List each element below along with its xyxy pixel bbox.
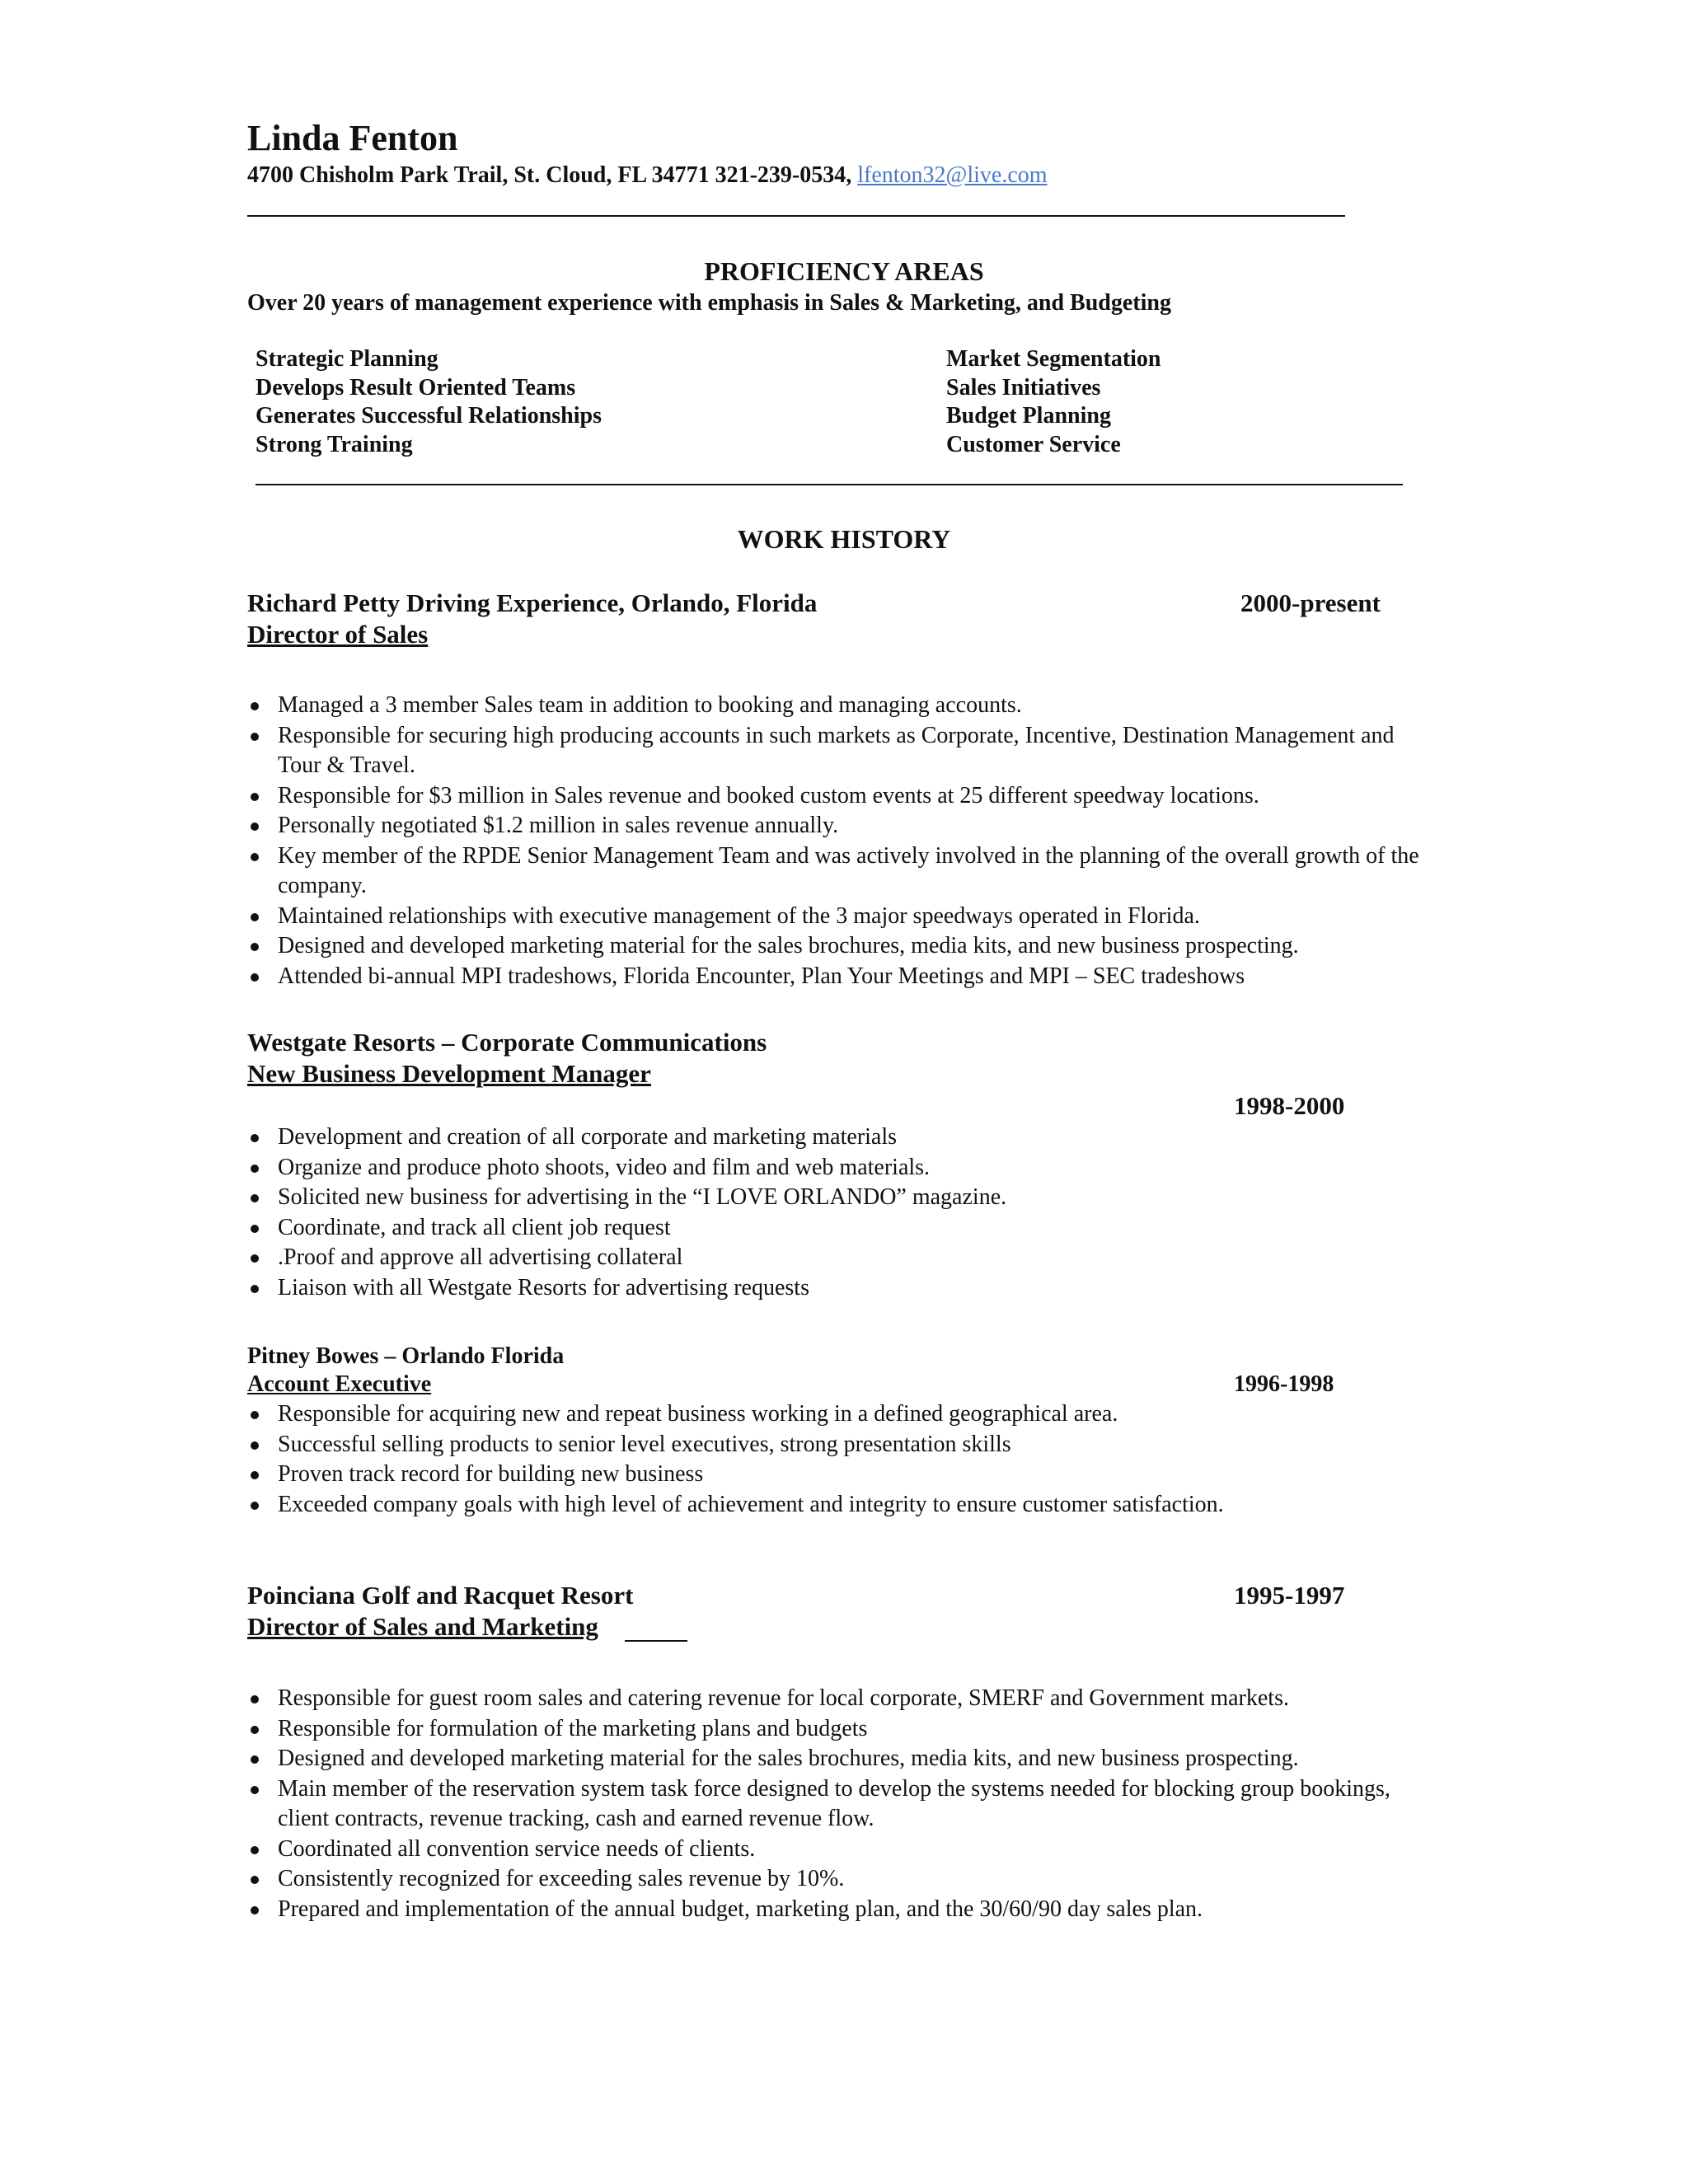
job-bullet-list (247, 1684, 1442, 1924)
proficiency-summary: Over 20 years of management experience with emphasis in Sales & Marketing, and Budgeting (247, 290, 1171, 316)
list-item: Responsible for formulation of the marketing plans and budgets (247, 1714, 1442, 1745)
job-dates: 1998-2000 (1234, 1091, 1345, 1120)
job-dates: 1996-1998 (1234, 1371, 1334, 1397)
job-company: Westgate Resorts – Corporate Communications (247, 1028, 767, 1057)
contact-line (247, 162, 1048, 189)
skills-right-column (946, 345, 1161, 459)
list-item: Maintained relationships with executive management of the 3 major speedways operated in Florida. (247, 902, 1442, 932)
list-item: Managed a 3 member Sales team in addition to booking and managing accounts. (247, 691, 1442, 721)
job-title: Account Executive (247, 1371, 432, 1397)
proficiency-heading: PROFICIENCY AREAS (704, 256, 984, 286)
skill-item: Market Segmentation (946, 346, 1161, 372)
skill-item: Develops Result Oriented Teams (256, 374, 576, 401)
list-item: Coordinate, and track all client job request (247, 1213, 1442, 1244)
skill-item: Generates Successful Relationships (256, 403, 602, 429)
list-item: Proven track record for building new business (247, 1460, 1442, 1490)
job-dates: 2000-present (1240, 588, 1381, 617)
job-title: Director of Sales and Marketing (247, 1612, 598, 1641)
job-bullet-list (247, 691, 1442, 991)
list-item: Key member of the RPDE Senior Management Team and was actively involved in the planning of the overall growth of the company. (247, 841, 1442, 902)
list-item: Attended bi-annual MPI tradeshows, Florida Encounter, Plan Your Meetings and MPI – SEC tradeshows (247, 962, 1442, 992)
job-bullet-list (247, 1399, 1442, 1520)
list-item: Responsible for $3 million in Sales revenue and booked custom events at 25 different speedway locations. (247, 781, 1442, 812)
list-item: Personally negotiated $1.2 million in sales revenue annually. (247, 811, 1442, 841)
job-company: Poinciana Golf and Racquet Resort (247, 1581, 634, 1610)
list-item: Designed and developed marketing material for the sales brochures, media kits, and new business prospecting. (247, 931, 1442, 962)
list-item: Responsible for securing high producing accounts in such markets as Corporate, Incentive, Destination Management and Tour & Travel. (247, 721, 1442, 781)
list-item: Organize and produce photo shoots, video and film and web materials. (247, 1153, 1442, 1183)
list-item: Designed and developed marketing material for the sales brochures, media kits, and new business prospecting. (247, 1744, 1442, 1774)
job-title: Director of Sales (247, 620, 429, 649)
list-item: Solicited new business for advertising in the “I LOVE ORLANDO” magazine. (247, 1183, 1442, 1213)
list-item: Main member of the reservation system task force designed to develop the systems needed for blocking group bookings, client contracts, revenue tracking, cash and earned revenue flow. (247, 1774, 1442, 1835)
list-item: Consistently recognized for exceeding sales revenue by 10%. (247, 1864, 1442, 1895)
address-phone: 4700 Chisholm Park Trail, St. Cloud, FL 34771 321-239-0534, (247, 162, 858, 188)
job-dates: 1995-1997 (1234, 1581, 1345, 1610)
skill-item: Strong Training (256, 431, 413, 457)
skill-item: Customer Service (946, 431, 1121, 457)
title-underline-extension (625, 1640, 687, 1642)
list-item: Exceeded company goals with high level of achievement and integrity to ensure customer satisfaction. (247, 1490, 1442, 1521)
work-history-heading: WORK HISTORY (737, 524, 951, 554)
email-link[interactable]: lfenton32@live.com (857, 162, 1048, 188)
list-item: Liaison with all Westgate Resorts for advertising requests (247, 1273, 1442, 1304)
list-item: Successful selling products to senior level executives, strong presentation skills (247, 1430, 1442, 1460)
skill-item: Sales Initiatives (946, 374, 1101, 401)
skill-item: Strategic Planning (256, 346, 438, 372)
job-company: Richard Petty Driving Experience, Orlando, Florida (247, 588, 818, 617)
job-bullet-list (247, 1122, 1442, 1303)
list-item: Development and creation of all corporate and marketing materials (247, 1122, 1442, 1153)
header-divider (247, 215, 1345, 217)
list-item: Responsible for acquiring new and repeat business working in a defined geographical area. (247, 1399, 1442, 1430)
resume-name: Linda Fenton (247, 118, 458, 158)
list-item: Prepared and implementation of the annual budget, marketing plan, and the 30/60/90 day sales plan. (247, 1895, 1442, 1925)
job-company: Pitney Bowes – Orlando Florida (247, 1343, 565, 1369)
list-item: Coordinated all convention service needs of clients. (247, 1835, 1442, 1865)
skills-left-column (256, 345, 602, 459)
list-item: .Proof and approve all advertising collateral (247, 1243, 1442, 1273)
job-title: New Business Development Manager (247, 1059, 651, 1088)
skill-item: Budget Planning (946, 403, 1111, 429)
proficiency-divider (256, 484, 1403, 485)
list-item: Responsible for guest room sales and catering revenue for local corporate, SMERF and Government markets. (247, 1684, 1442, 1714)
